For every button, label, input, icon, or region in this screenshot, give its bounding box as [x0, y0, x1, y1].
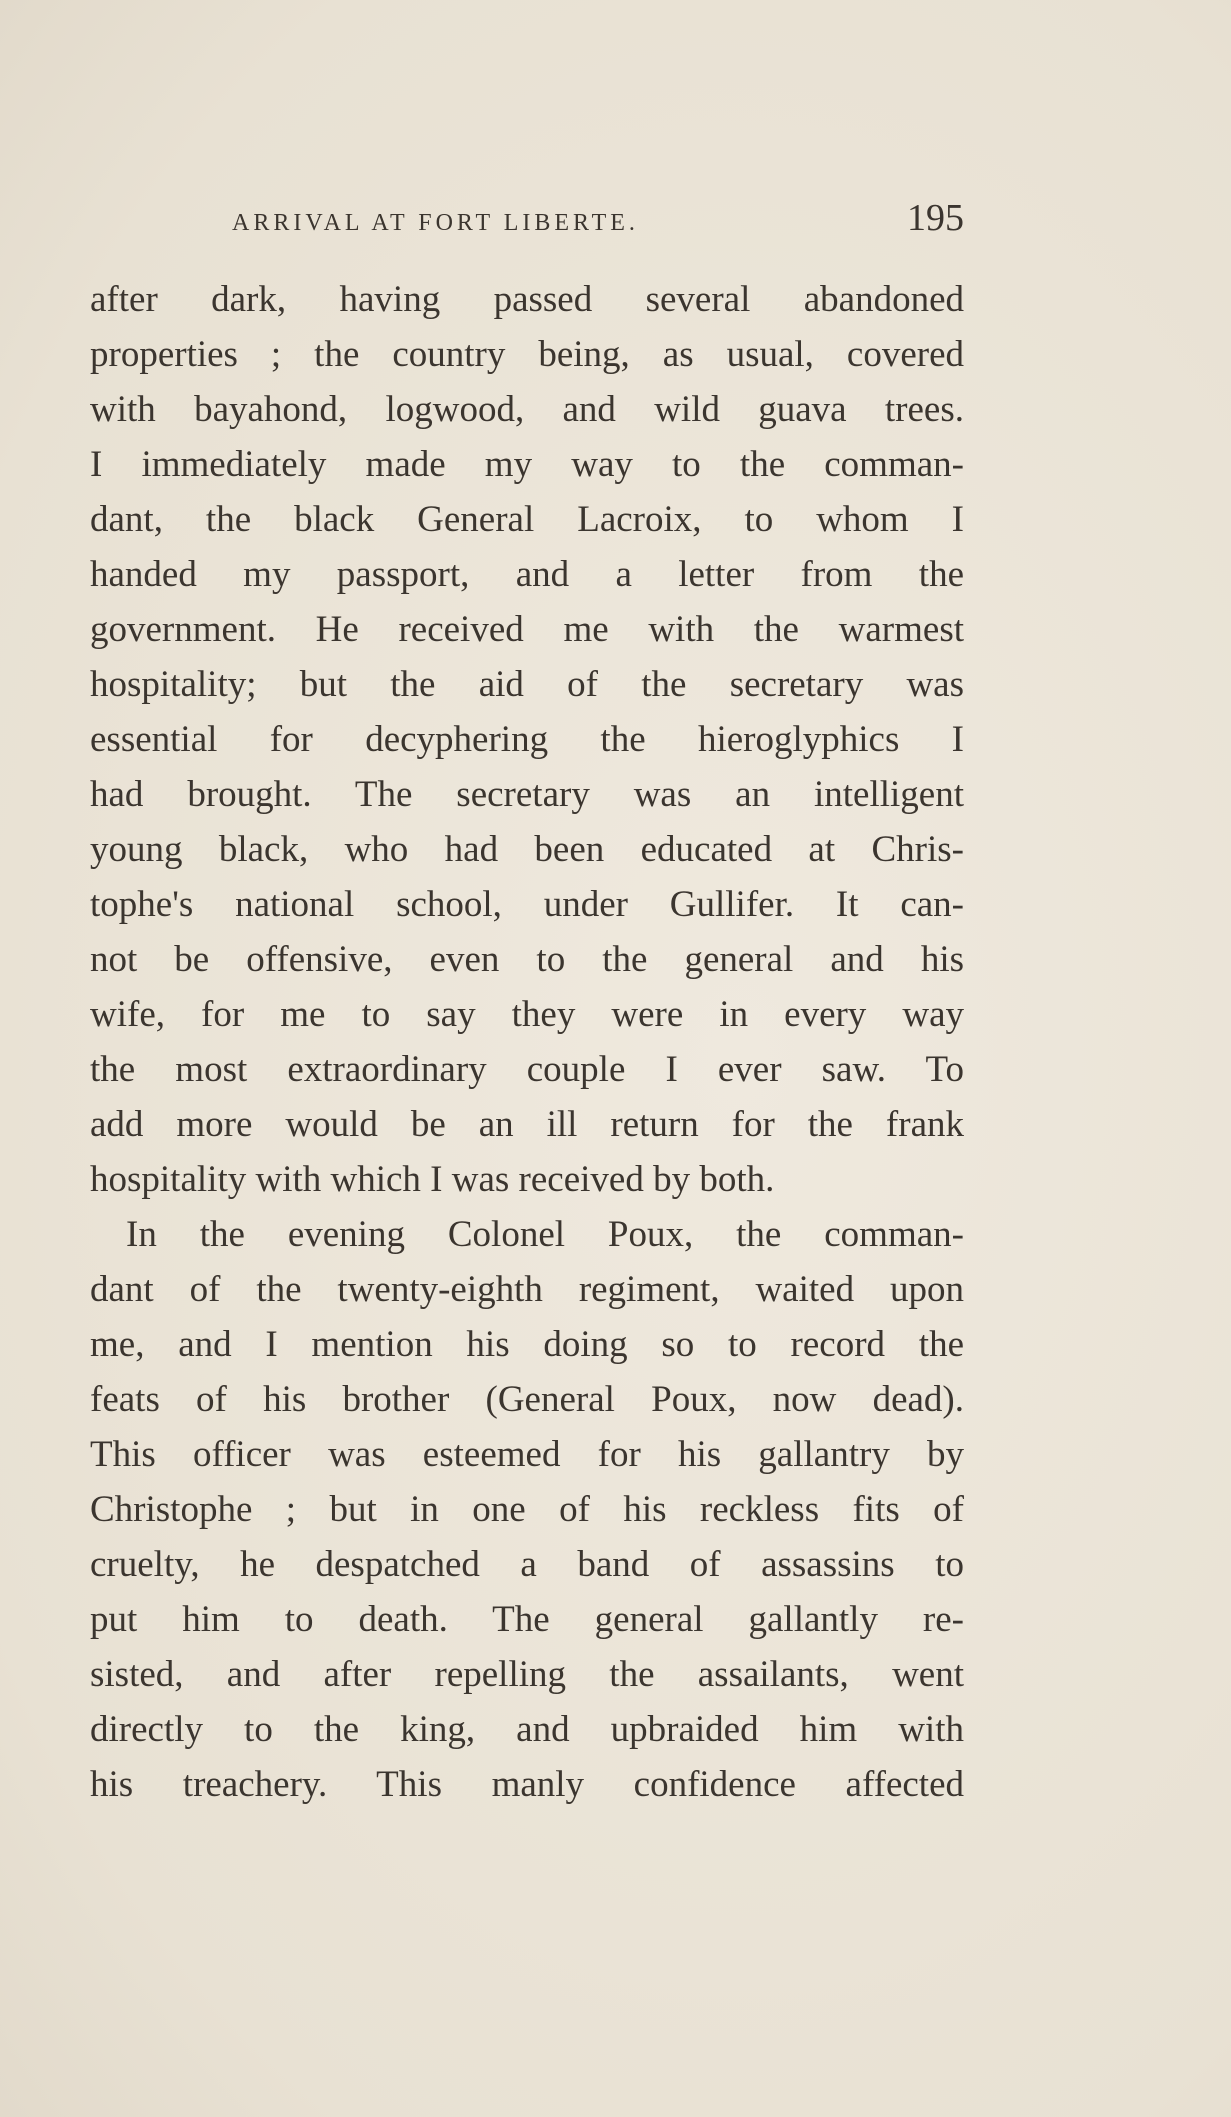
text-line: dant, the black General Lacroix, to whom I — [90, 499, 964, 540]
text-line: hospitality; but the aid of the secretary was — [90, 664, 964, 705]
page-body — [90, 272, 964, 1812]
text-line: directly to the king, and upbraided him with — [90, 1709, 964, 1750]
text-line: In the evening Colonel Poux, the comman- — [126, 1214, 964, 1255]
text-line: the most extraordinary couple I ever saw. To — [90, 1049, 964, 1090]
text-line: not be offensive, even to the general and his — [90, 939, 964, 980]
text-line: after dark, having passed several abandoned — [90, 279, 964, 320]
text-line: essential for decyphering the hieroglyphics I — [90, 719, 964, 760]
text-line: handed my passport, and a letter from the — [90, 554, 964, 595]
text-line: I immediately made my way to the comman- — [90, 444, 964, 485]
text-line: add more would be an ill return for the frank — [90, 1104, 964, 1145]
text-line: wife, for me to say they were in every way — [90, 994, 964, 1035]
text-line: This officer was esteemed for his gallantry by — [90, 1434, 964, 1475]
text-line: put him to death. The general gallantly re- — [90, 1599, 964, 1640]
text-line: with bayahond, logwood, and wild guava trees. — [90, 389, 964, 430]
text-line: had brought. The secretary was an intelligent — [90, 774, 964, 815]
text-line: cruelty, he despatched a band of assassins to — [90, 1544, 964, 1585]
running-header — [232, 196, 964, 240]
text-line: government. He received me with the warmest — [90, 609, 964, 650]
text-line: feats of his brother (General Poux, now dead). — [90, 1379, 964, 1420]
text-line: young black, who had been educated at Chris- — [90, 829, 964, 870]
text-line: dant of the twenty-eighth regiment, waited upon — [90, 1269, 964, 1310]
text-line: Christophe ; but in one of his reckless fits of — [90, 1489, 964, 1530]
text-line: properties ; the country being, as usual, covered — [90, 334, 964, 375]
text-line: me, and I mention his doing so to record the — [90, 1324, 964, 1365]
text-line: his treachery. This manly confidence affected — [90, 1764, 964, 1805]
running-title: ARRIVAL AT FORT LIBERTE. — [232, 210, 639, 236]
text-line: hospitality with which I was received by both. — [90, 1159, 775, 1200]
text-line: tophe's national school, under Gullifer. It can- — [90, 884, 964, 925]
text-line: sisted, and after repelling the assailants, went — [90, 1654, 964, 1695]
page-number: 195 — [907, 197, 964, 239]
